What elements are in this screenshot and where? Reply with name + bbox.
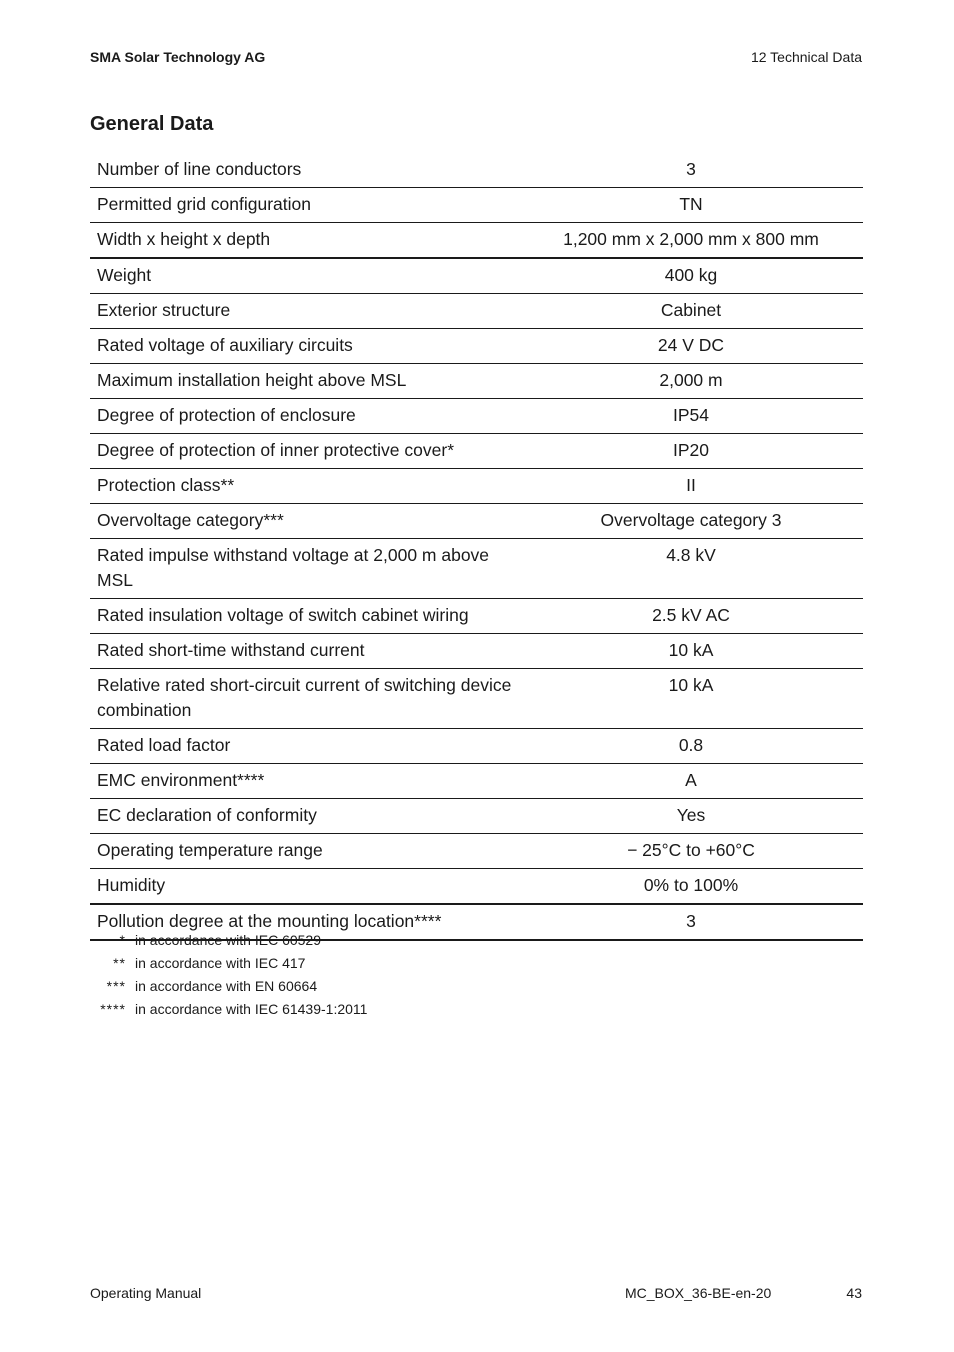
row-value: II: [518, 469, 863, 504]
table-row: [90, 729, 863, 764]
footer-manual-title: Operating Manual: [90, 1285, 202, 1301]
table-row: [90, 188, 863, 223]
row-label: Operating temperature range: [90, 834, 518, 869]
footnote-mark: *: [119, 931, 126, 948]
footer-document-id: MC_BOX_36-BE-en-20: [625, 1285, 772, 1301]
footnote-text: in accordance with IEC 417: [135, 954, 306, 971]
row-label: Relative rated short-circuit current of switching device combination: [90, 669, 518, 729]
row-value: IP54: [518, 399, 863, 434]
row-value: Cabinet: [518, 294, 863, 329]
footnote-mark: ****: [100, 1000, 126, 1017]
footnotes: [90, 928, 367, 1020]
table-row: [90, 539, 863, 599]
row-label: Degree of protection of inner protective cover*: [90, 434, 518, 469]
footnote: [90, 928, 367, 951]
row-value: 10 kA: [518, 669, 863, 729]
row-value: Yes: [518, 799, 863, 834]
row-label: Maximum installation height above MSL: [90, 364, 518, 399]
footnote: [90, 997, 367, 1020]
row-value: − 25°C to +60°C: [518, 834, 863, 869]
table-row: [90, 834, 863, 869]
table-row: [90, 799, 863, 834]
footnote-text: in accordance with IEC 61439-1:2011: [135, 1000, 368, 1017]
table-row: [90, 599, 863, 634]
row-label: Overvoltage category***: [90, 504, 518, 539]
row-value: 400 kg: [518, 258, 863, 294]
row-label: Humidity: [90, 869, 518, 905]
footnote-text: in accordance with IEC 60529: [135, 931, 321, 948]
row-label: Rated voltage of auxiliary circuits: [90, 329, 518, 364]
footnote: [90, 951, 367, 974]
row-label: EMC environment****: [90, 764, 518, 799]
row-value: IP20: [518, 434, 863, 469]
header-chapter: 12 Technical Data: [750, 49, 862, 65]
table-row: [90, 294, 863, 329]
table-row: [90, 258, 863, 294]
row-value: 3: [518, 904, 863, 940]
row-label: Width x height x depth: [90, 223, 518, 259]
row-label: Rated load factor: [90, 729, 518, 764]
row-label: Weight: [90, 258, 518, 294]
row-value: 4.8 kV: [518, 539, 863, 599]
table-row: [90, 504, 863, 539]
table-row: [90, 764, 863, 799]
row-value: 1,200 mm x 2,000 mm x 800 mm: [518, 223, 863, 259]
row-label: Exterior structure: [90, 294, 518, 329]
general-data-table: [90, 153, 863, 941]
table-row: [90, 469, 863, 504]
row-label: Protection class**: [90, 469, 518, 504]
row-label: Permitted grid configuration: [90, 188, 518, 223]
footer-page-number: 43: [846, 1285, 862, 1301]
row-value: A: [518, 764, 863, 799]
row-label: Degree of protection of enclosure: [90, 399, 518, 434]
footnote: [90, 974, 367, 997]
row-value: 0% to 100%: [518, 869, 863, 905]
row-value: 10 kA: [518, 634, 863, 669]
header-company: SMA Solar Technology AG: [90, 49, 266, 65]
row-label: EC declaration of conformity: [90, 799, 518, 834]
table-row: [90, 153, 863, 188]
row-label: Rated short-time withstand current: [90, 634, 518, 669]
row-value: TN: [518, 188, 863, 223]
table-row: [90, 634, 863, 669]
row-label: Rated impulse withstand voltage at 2,000 m above MSL: [90, 539, 518, 599]
row-value: 2.5 kV AC: [518, 599, 863, 634]
section-title: General Data: [90, 113, 214, 135]
row-value: 2,000 m: [518, 364, 863, 399]
row-value: 0.8: [518, 729, 863, 764]
footnote-mark: ***: [106, 977, 126, 994]
table-row: [90, 364, 863, 399]
row-value: 24 V DC: [518, 329, 863, 364]
table-row: [90, 329, 863, 364]
table-row: [90, 399, 863, 434]
row-value: Overvoltage category 3: [518, 504, 863, 539]
row-label: Number of line conductors: [90, 153, 518, 188]
row-value: 3: [518, 153, 863, 188]
table-row: [90, 869, 863, 905]
row-label: Rated insulation voltage of switch cabinet wiring: [90, 599, 518, 634]
table-row: [90, 434, 863, 469]
row-label: Pollution degree at the mounting location****: [90, 904, 518, 940]
footnote-mark: **: [113, 954, 126, 971]
table-row: [90, 669, 863, 729]
footnote-text: in accordance with EN 60664: [135, 977, 318, 994]
table-row: [90, 223, 863, 259]
